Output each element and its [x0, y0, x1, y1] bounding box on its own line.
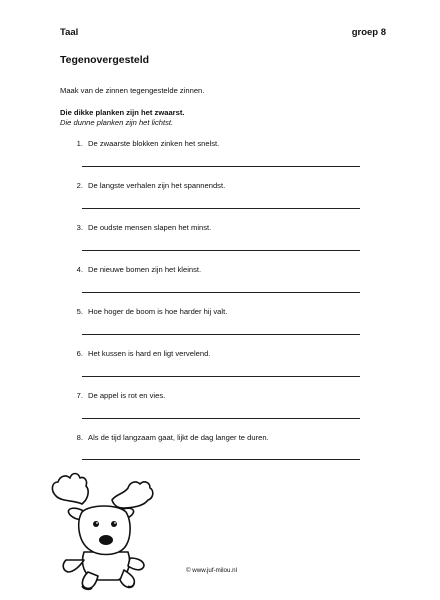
- item-text: Het kussen is hard en ligt vervelend.: [88, 349, 211, 358]
- item-text: De zwaarste blokken zinken het snelst.: [88, 139, 220, 148]
- item-text: De nieuwe bomen zijn het kleinst.: [88, 265, 202, 274]
- example-answer: Die dunne planken zijn het lichtst.: [60, 118, 174, 127]
- exercise-item-8: [70, 433, 370, 442]
- item-number: 1.: [76, 139, 83, 148]
- item-number: 7.: [76, 391, 83, 400]
- exercise-item-5: [70, 307, 370, 316]
- answer-line-7[interactable]: [82, 418, 360, 419]
- subject-label: Taal: [60, 27, 79, 38]
- item-text: De appel is rot en vies.: [88, 391, 166, 400]
- item-text: Als de tijd langzaam gaat, lijkt de dag langer te duren.: [88, 433, 269, 442]
- exercise-item-4: [70, 265, 370, 274]
- item-number: 6.: [76, 349, 83, 358]
- answer-line-6[interactable]: [82, 376, 360, 377]
- exercise-item-1: [70, 139, 370, 148]
- example-sentence: Die dikke planken zijn het zwaarst.: [60, 108, 185, 117]
- item-number: 5.: [76, 307, 83, 316]
- instruction-text: Maak van de zinnen tegengestelde zinnen.: [60, 86, 205, 95]
- answer-line-4[interactable]: [82, 292, 360, 293]
- exercise-item-7: [70, 391, 370, 400]
- exercise-item-3: [70, 223, 370, 232]
- exercise-item-6: [70, 349, 370, 358]
- item-text: De langste verhalen zijn het spannendst.: [88, 181, 226, 190]
- answer-line-3[interactable]: [82, 250, 360, 251]
- copyright-footer: © www.juf-milou.nl: [186, 567, 237, 574]
- answer-line-5[interactable]: [82, 334, 360, 335]
- grade-label: groep 8: [351, 27, 386, 38]
- exercise-item-2: [70, 181, 370, 190]
- item-text: De oudste mensen slapen het minst.: [88, 223, 212, 232]
- item-number: 2.: [76, 181, 83, 190]
- item-text: Hoe hoger de boom is hoe harder hij valt.: [88, 307, 228, 316]
- item-number: 4.: [76, 265, 83, 274]
- answer-line-2[interactable]: [82, 208, 360, 209]
- item-number: 3.: [76, 223, 83, 232]
- page-title: Tegenovergesteld: [60, 54, 150, 66]
- answer-line-1[interactable]: [82, 166, 360, 167]
- moose-illustration: [44, 460, 168, 592]
- item-number: 8.: [76, 433, 83, 442]
